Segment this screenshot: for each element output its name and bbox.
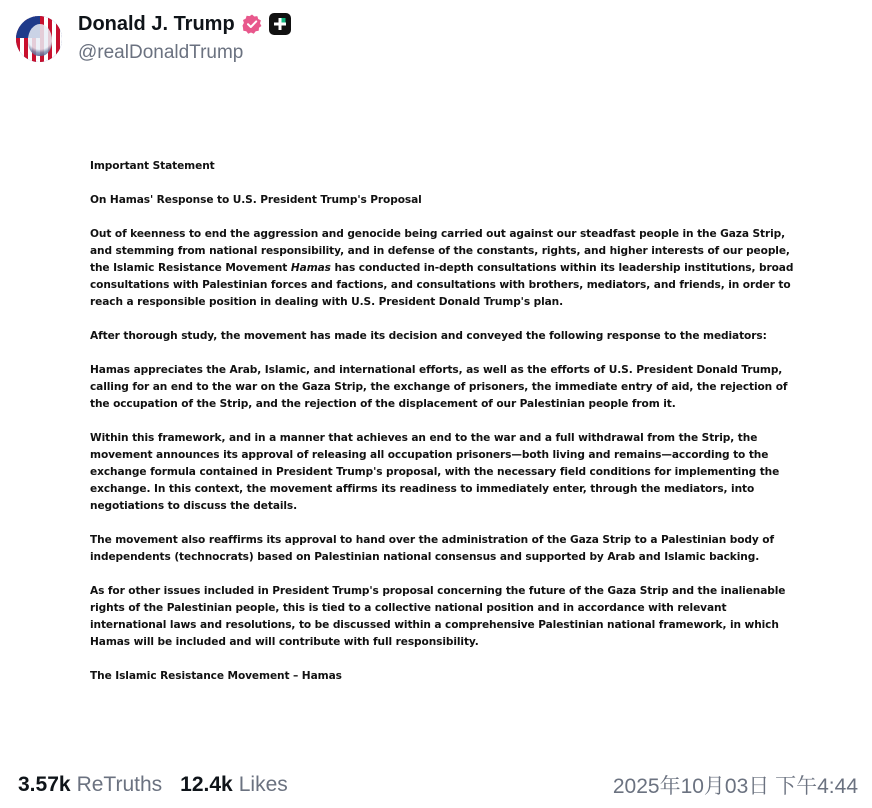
post-header [16,10,291,64]
paragraph-1-text-b: has conducted in-depth consultations within its leadership institutions, broad consultations with Palestinian forces and factions, and consultations with brothers, mediators, and friends, in order to reach a responsible position in dealing with U.S. President Donald Trump's plan. [90,262,794,308]
author-handle[interactable]: @realDonaldTrump [78,42,244,63]
paragraph-1-text-a: Out of keenness to end the aggression and genocide being carried out against our steadfast people in the Gaza Strip, and stemming from national responsibility, and in defense of the constants, rights, and higher interests of our people, the Islamic Resistance Movement [90,228,790,274]
plus-badge-icon [269,13,291,35]
name-row [78,10,291,38]
document-paragraph-5: The movement also reaffirms its approval to hand over the administration of the Gaza Strip to a Palestinian body of independents (technocrats) based on Palestinian national consensus and supported by Arab and Islamic backing. [90,534,774,563]
author-display-name[interactable]: Donald J. Trump [78,12,235,35]
retruths-count[interactable]: 3.57k [18,773,71,796]
post-timestamp[interactable]: 2025年10月03日 下午4:44 [612,775,858,798]
avatar-portrait [28,24,52,56]
avatar[interactable] [16,16,62,62]
document-paragraph-3: Hamas appreciates the Arab, Islamic, and international efforts, as well as the efforts of U.S. President Donald Trump, calling for an end to the war on the Gaza Strip, the exchange of prisoners, the immediate entry of aid, the rejection of the occupation of the Strip, and the rejection of the displacement of our Palestinian people from it. [90,364,788,410]
document-paragraph-1 [90,226,802,311]
document-paragraph-6: As for other issues included in President Trump's proposal concerning the future of the Gaza Strip and the inalienable rights of the Palestinian people, this is tied to a collective national position and in accordance with relevant international laws and resolutions, to be discussed within a comprehensive Palestinian national framework, in which Hamas will be included and will contribute with full responsibility. [90,585,786,648]
statement-document [90,158,802,702]
document-paragraph-4: Within this framework, and in a manner that achieves an end to the war and a full withdrawal from the Strip, the movement announces its approval of releasing all occupation prisoners—both living and remains—according to the exchange formula contained in President Trump's proposal, with the necessary field conditions for implementing the exchange. In this context, the movement affirms its readiness to immediately enter, through the mediators, into negotiations to discuss the details. [90,432,780,512]
likes-count[interactable]: 12.4k [180,773,233,796]
verified-badge-icon [241,13,263,35]
statement-image[interactable] [0,100,872,740]
document-paragraph-2: After thorough study, the movement has made its decision and conveyed the following response to the mediators: [90,330,767,342]
likes-label[interactable]: Likes [238,773,288,796]
document-signature: The Islamic Resistance Movement – Hamas [90,670,342,682]
paragraph-1-emphasis: Hamas [290,262,331,274]
retruths-label[interactable]: ReTruths [76,773,163,796]
post-stats [18,770,858,800]
document-heading: Important Statement [90,160,215,172]
document-subheading: On Hamas' Response to U.S. President Trump's Proposal [90,194,422,206]
author-info [78,10,291,64]
